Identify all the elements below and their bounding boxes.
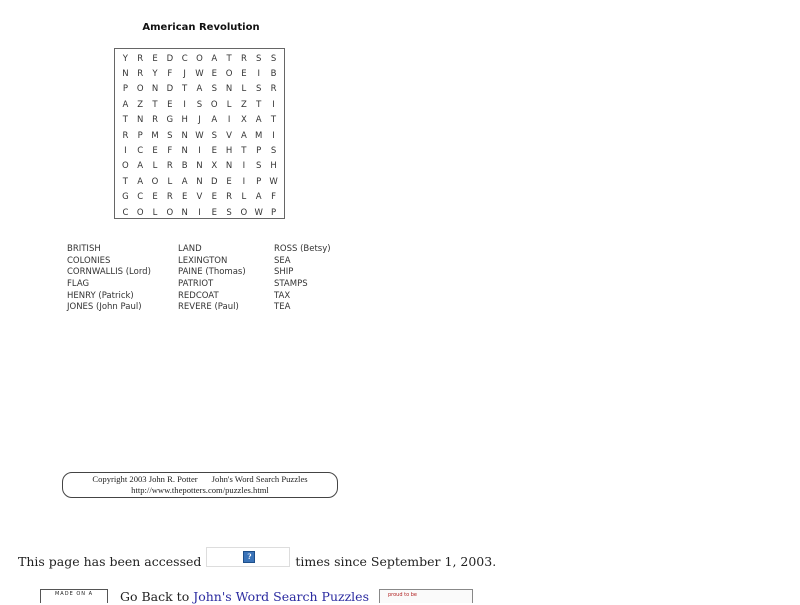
grid-cell: I [242,161,246,172]
grid-cell: S [196,99,203,110]
grid-cell: N [225,161,233,172]
word-item: HENRY (Patrick) [67,290,134,301]
grid-cell: E [152,146,158,157]
made-on-mac-badge[interactable]: MADE ON A [40,589,108,603]
grid-cell: N [196,176,203,187]
word-item: BRITISH [67,244,101,254]
broken-image-icon: ? [243,551,255,563]
grid-cell: A [240,130,247,141]
word-item: LAND [178,244,202,254]
word-item: STAMPS [274,279,308,290]
site-url: http://www.thepotters.com/puzzles.html [131,485,269,495]
grid-cell: N [181,130,188,141]
grid-cell: I [272,130,275,141]
grid-cell: Y [152,69,158,80]
grid-cell: W [195,130,204,141]
word-item: REDCOAT [178,290,219,301]
grid-row [118,205,281,220]
grid-cell: O [136,207,144,218]
grid-cell: P [270,207,277,218]
word-item: LEXINGTON [178,255,228,266]
grid-cell: L [241,192,247,203]
grid-cell: A [122,99,129,110]
grid-cell: A [255,192,262,203]
grid-cell: N [151,84,159,95]
grid-cell: D [211,176,218,187]
grid-cell: O [210,99,218,110]
grid-cell: S [226,207,232,218]
grid-cell: L [167,176,173,187]
grid-cell: A [137,161,144,172]
grid-cell: E [211,207,217,218]
word-item: ROSS (Betsy) [274,244,331,254]
grid-cell: N [225,84,233,95]
grid-cell: G [166,115,174,126]
grid-cell: E [211,69,217,80]
grid-cell: R [152,115,158,126]
grid-cell: D [166,84,174,95]
grid-cell: R [166,161,173,172]
grid-cell: J [183,69,186,80]
grid-cell: R [166,192,173,203]
grid-cell: V [196,192,203,203]
grid-cell: E [167,99,173,110]
grid-cell: P [122,84,128,95]
grid-cell: E [211,192,217,203]
grid-cell: S [256,53,262,64]
grid-row [118,143,281,158]
go-back-link[interactable]: John's Word Search Puzzles [193,589,369,604]
word-column-1 [67,244,178,314]
grid-cell: V [226,130,232,141]
grid-cell: T [256,99,262,110]
grid-cell: E [152,192,158,203]
grid-cell: O [122,161,129,172]
grid-cell: B [181,161,188,172]
grid-cell: H [270,161,277,172]
grid-cell: W [195,69,204,80]
site-name: John's Word Search Puzzles [211,474,308,484]
grid-cell: E [181,192,188,203]
grid-cell: S [256,84,262,95]
access-suffix: times since September 1, 2003. [295,553,497,569]
grid-cell: I [272,99,275,110]
word-item: COLONIES [67,255,111,266]
grid-cell: N [181,207,188,218]
grid-cell: F [167,146,173,157]
grid-cell: P [137,130,143,141]
word-item: SEA [274,255,291,266]
grid-cell: T [270,115,277,126]
footer [40,589,473,605]
grid-cell: J [198,115,201,126]
grid-cell: O [166,207,174,218]
word-item: SHIP [274,267,294,278]
grid-cell: E [241,69,247,80]
grid-cell: T [122,115,128,126]
access-prefix: This page has been accessed [18,553,202,569]
copyright-banner [62,472,338,498]
grid-cell: F [167,69,173,80]
word-column-3 [274,244,331,314]
grid-cell: W [254,207,263,218]
grid-cell: O [151,176,159,187]
grid-cell: T [182,84,188,95]
grid-cell: Z [137,99,144,110]
word-item: JONES (John Paul) [67,302,142,313]
word-column-2 [178,244,274,314]
grid-cell: B [270,69,277,80]
grid-cell: S [270,146,277,157]
grid-cell: C [137,192,144,203]
grid-cell: T [122,176,128,187]
grid-cell: A [137,176,144,187]
grid-cell: I [257,69,260,80]
grid-cell: R [137,69,144,80]
grid-row [118,159,281,174]
word-item: REVERE (Paul) [178,302,239,313]
hit-counter [206,547,290,567]
grid-cell: P [256,146,262,157]
grid-cell: H [181,115,188,126]
grid-cell: O [196,53,203,64]
grid-cell: O [225,69,233,80]
grid-cell: A [181,176,188,187]
grid-cell: R [137,53,144,64]
grid-cell: E [211,146,217,157]
grid-cell: E [152,53,158,64]
grid-cell: L [152,161,158,172]
go-back-prefix: Go Back to [120,589,194,604]
grid-row [118,128,281,143]
grid-cell: M [255,130,263,141]
grid-cell: T [152,99,158,110]
grid-cell: M [151,130,159,141]
grid-cell: T [241,146,247,157]
grid-cell: W [269,176,278,187]
grid-row [118,82,281,97]
grid-row [118,174,281,189]
grid-cell: S [270,53,277,64]
grid-cell: S [256,161,262,172]
grid-cell: Z [240,99,247,110]
word-item: FLAG [67,279,90,290]
grid-cell: A [211,53,218,64]
grid-cell: I [198,207,201,218]
word-item: TAX [274,290,291,301]
word-item: TEA [274,302,291,313]
grid-cell: G [122,192,129,203]
grid-cell: R [122,130,129,141]
grid-cell: O [240,207,248,218]
grid-cell: H [225,146,233,157]
grid-cell: F [271,192,276,203]
grid-cell: N [137,115,144,126]
proud-badge[interactable]: proud to be [379,589,473,603]
access-counter-line [18,551,496,571]
grid-cell: D [166,53,174,64]
grid-cell: O [136,84,144,95]
grid-cell: T [226,53,232,64]
word-item: CORNWALLIS (Lord) [67,267,151,278]
word-item: PAINE (Thomas) [178,267,246,278]
grid-cell: A [255,115,262,126]
grid-cell: C [122,207,129,218]
grid-cell: R [270,84,277,95]
word-list [67,244,331,314]
word-search-grid [114,48,285,219]
grid-cell: P [256,176,262,187]
grid-cell: N [196,161,203,172]
grid-cell: X [240,115,247,126]
grid-cell: I [183,99,186,110]
grid-cell: N [122,69,129,80]
grid-cell: I [124,146,127,157]
grid-cell: N [181,146,188,157]
grid-cell: I [242,176,246,187]
grid-cell: R [226,192,233,203]
grid-cell: Y [122,53,128,64]
grid-cell: R [240,53,247,64]
grid-row [118,190,281,205]
go-back-line [120,589,369,605]
copyright-text: Copyright 2003 John R. Potter [92,474,198,484]
word-item: PATRIOT [178,279,214,290]
puzzle-title: American Revolution [142,22,260,33]
grid-cell: X [211,161,218,172]
grid-cell: S [211,84,217,95]
grid-row [118,51,281,66]
grid-cell: S [167,130,173,141]
grid-cell: I [198,146,201,157]
grid-cell: L [152,207,158,218]
grid-cell: E [226,176,232,187]
grid-cell: A [211,115,218,126]
grid-row [118,113,281,128]
grid-cell: S [211,130,217,141]
grid-cell: A [196,84,203,95]
grid-cell: I [227,115,231,126]
grid-cell: C [137,146,144,157]
grid-row [118,97,281,112]
grid-row [118,66,281,81]
grid-cell: L [241,84,247,95]
grid-cell: L [226,99,232,110]
grid-cell: C [181,53,188,64]
